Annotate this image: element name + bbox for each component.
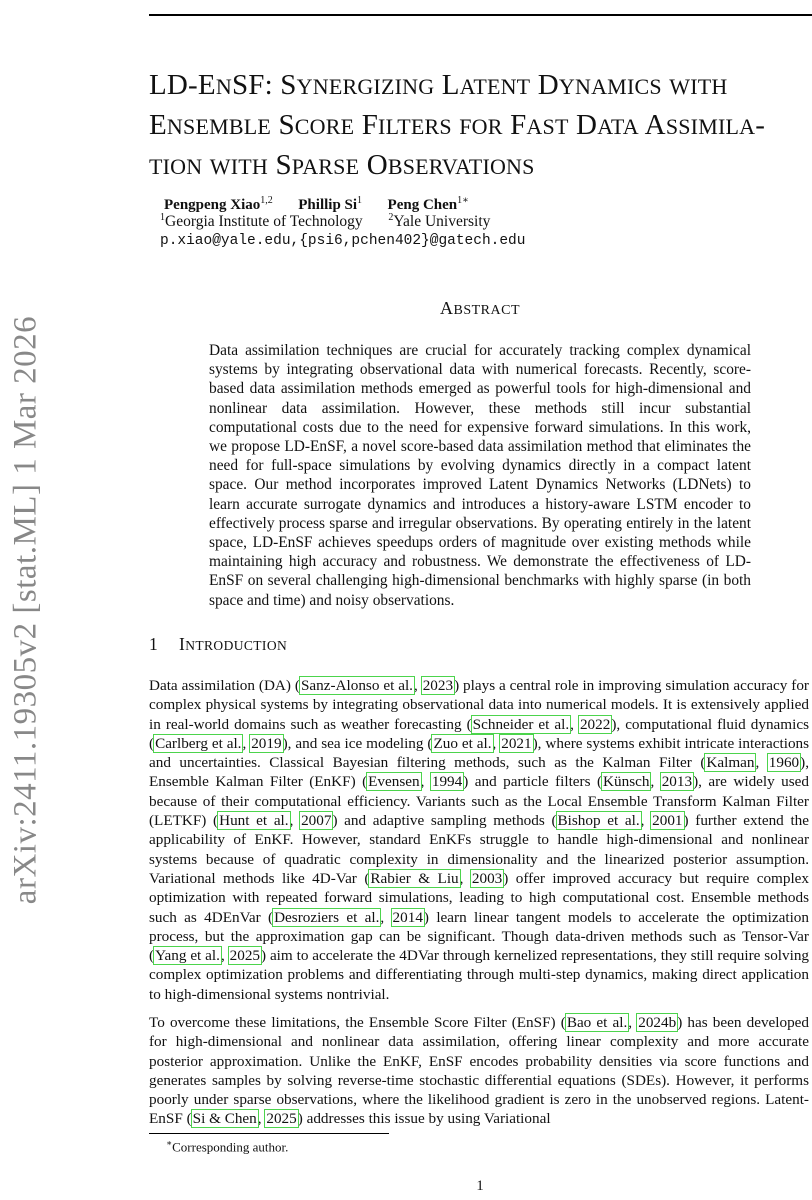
citation[interactable]: (Bao et al., 2024b) — [560, 1014, 683, 1031]
arxiv-watermark — [0, 298, 52, 922]
citation-year-link[interactable]: 2013 — [661, 773, 693, 791]
citation-author-link[interactable]: Sanz-Alonso et al. — [300, 677, 413, 694]
citation-year-link[interactable]: 2025 — [229, 947, 260, 965]
citation-author-link[interactable]: Carlberg et al. — [155, 734, 242, 752]
title-line-2: ENSEMBLE SCORE FILTERS FOR FAST DATA ASSIMILA- — [149, 109, 766, 141]
citation-year-link[interactable]: 2019 — [251, 734, 282, 752]
intro-paragraph-1: Data assimilation (DA) (Sanz-Alonso et al., 2023) plays a central role in improving simulation accuracy for complex physical systems by integrating observational data into numerical models. It is extensively applied in real-world domains such as weather forecasting (Schneider et al., 2022), computational fluid dynamics (Carlberg et al., 2019), and sea ice modeling (Zuo et al., 2021), where systems exhibit intricate interactions and uncertainties. Classical Bayesian filtering methods, such as the Kalman Filter (Kalman, 1960), Ensemble Kalman Filter (EnKF) (Evensen, 1994) and particle filters (Künsch, 2013), are widely used because of their computational efficiency. Variants such as the Local Ensemble Transform Kalman Filter (LETKF) (Hunt et al., 2007) and adaptive sampling methods (Bishop et al., 2001) further extend the applicability of EnKF. However, standard EnKFs struggle to handle high-dimensional and nonlinear systems because of quadratic complexity in dimensionality and the linearized posterior assumption. Variational methods like 4D-Var (Rabier & Liu, 2003) offer improved accuracy but require complex optimization with repeated forward simulations, leading to high computational cost. Ensemble methods such as 4DEnVar (Desroziers et al., 2014) learn linear tangent models to accelerate the optimization process, but the approximation gap can be significant. Though data-driven methods such as Tensor-Var (Yang et al., 2025) aim to accelerate the 4DVar through kernelized representations, they still require solving complex optimization problems and differentiating through multi-step dynamics, making direct application to high-dimensional systems nontrivial. — [149, 677, 810, 1003]
section-title: INTRODUCTION — [179, 634, 288, 654]
footnote — [166, 1138, 288, 1155]
citation-year-link[interactable]: 1960 — [768, 754, 800, 772]
section-number: 1 — [149, 634, 159, 654]
citation-author-link[interactable]: Hunt et al. — [219, 812, 289, 830]
affil-mark: 1 — [160, 212, 165, 223]
citation-year-link[interactable]: 2025 — [266, 1110, 297, 1128]
citation[interactable]: (Rabier & Liu, 2003) — [364, 869, 509, 887]
abstract-heading — [0, 298, 812, 319]
author-affil-mark: 1 — [357, 195, 363, 206]
citation-year-link[interactable]: 1994 — [431, 773, 463, 791]
footnote-rule — [149, 1133, 389, 1134]
author-emails: p.xiao@yale.edu,{psi6,pchen402}@gatech.edu — [160, 233, 526, 249]
citation[interactable]: (Hunt et al., 2007) — [213, 812, 338, 830]
citation[interactable]: (Evensen, 1994) — [362, 773, 469, 791]
paper-title — [149, 66, 809, 186]
citation-author-link[interactable]: Bao et al. — [566, 1014, 628, 1031]
citation-year-link[interactable]: 2007 — [301, 812, 332, 830]
citation-year-link[interactable]: 2024b — [638, 1014, 677, 1031]
citation[interactable]: (Desroziers et al., 2014) — [268, 908, 429, 926]
citation-year-link[interactable]: 2003 — [471, 869, 503, 887]
section-heading — [149, 634, 287, 655]
title-line-3: TION WITH SPARSE OBSERVATIONS — [149, 149, 535, 181]
citation[interactable]: (Yang et al., 2025) — [149, 947, 267, 965]
citation[interactable]: (Carlberg et al., 2019) — [149, 734, 288, 752]
footnote-mark: ∗ — [166, 1138, 173, 1148]
abstract-heading-text: ABSTRACT — [439, 298, 520, 318]
citation-author-link[interactable]: Schneider et al. — [472, 715, 570, 733]
citation-author-link[interactable]: Rabier & Liu — [370, 869, 459, 887]
citation[interactable]: (Kalman, 1960) — [700, 754, 806, 772]
footnote-text: Corresponding author. — [172, 1139, 289, 1155]
page-number: 1 — [476, 1178, 484, 1194]
citation-author-link[interactable]: Evensen — [368, 773, 420, 791]
citation[interactable]: (Schneider et al., 2022) — [466, 715, 617, 733]
author-name: Peng Chen — [387, 197, 458, 213]
author-name: Pengpeng Xiao — [164, 197, 261, 213]
citation[interactable]: (Bishop et al., 2001) — [551, 812, 689, 830]
author-affil-mark: 1∗ — [457, 195, 469, 206]
citation-year-link[interactable]: 2023 — [422, 677, 454, 694]
abstract-body: Data assimilation techniques are crucial for accurately tracking complex dynamical systems by integrating observational data with numerical forecasts. Recently, score-based data assimilation methods emerged as powerful tools for high-dimensional and nonlinear data assimilation. However, these methods still incur substantial computational costs due to the need for expensive forward simulations. In this work, we propose LD-EnSF, a novel score-based data assimilation method that eliminates the need for full-space simulations by evolving dynamics directly in a compact latent space. Our method incorporates improved Latent Dynamics Networks (LDNets) to learn accurate surrogate dynamics and introduces a history-aware LSTM encoder to effectively process sparse and irregular observations. By operating entirely in the latent space, LD-EnSF achieves speedups orders of magnitude over existing methods while maintaining high accuracy and robustness. We demonstrate the effectiveness of LD-EnSF on several challenging high-dimensional benchmarks with highly sparse (in both space and time) and noisy observations. — [209, 342, 751, 609]
affiliations — [160, 212, 490, 231]
citation-year-link[interactable]: 2014 — [392, 908, 423, 926]
citation[interactable]: (Si & Chen, 2025) — [186, 1110, 303, 1128]
citation[interactable]: (Sanz-Alonso et al., 2023) — [294, 677, 460, 694]
arxiv-identifier: arXiv:2411.19305v2 [stat.ML] 1 Mar 2026 — [7, 315, 44, 905]
citation-year-link[interactable]: 2021 — [501, 734, 532, 752]
citation-author-link[interactable]: Desroziers et al. — [274, 908, 380, 926]
affil-name: Yale University — [393, 213, 491, 231]
citation-author-link[interactable]: Si & Chen — [192, 1110, 257, 1128]
citation-author-link[interactable]: Kalman — [706, 754, 755, 772]
citation-author-link[interactable]: Yang et al. — [155, 947, 220, 965]
citation-year-link[interactable]: 2001 — [652, 812, 683, 830]
citation[interactable]: (Künsch, 2013) — [596, 773, 699, 791]
top-rule — [149, 14, 812, 16]
citation-year-link[interactable]: 2022 — [579, 715, 611, 733]
intro-paragraph-2: To overcome these limitations, the Ensemble Score Filter (EnSF) (Bao et al., 2024b) has been developed for high-dimensional and nonlinear data assimilation, offering linear complexity and more accurate posterior approximation. Unlike the EnKF, EnSF encodes probability densities via score functions and generates samples by solving reverse-time stochastic differential equations (SDEs). However, it performs poorly under sparse observations, where the likelihood gradient is zero in the unobserved regions. Latent-EnSF (Si & Chen, 2025) addresses this issue by using Variational — [149, 1014, 810, 1128]
citation[interactable]: (Zuo et al., 2021) — [427, 734, 538, 752]
author-name: Phillip Si — [298, 197, 358, 213]
affil-mark: 2 — [388, 212, 394, 223]
title-line-1: LD-ENSF: SYNERGIZING LATENT DYNAMICS WITH — [149, 69, 728, 101]
citation-author-link[interactable]: Künsch — [603, 773, 650, 791]
citation-author-link[interactable]: Bishop et al. — [557, 812, 640, 830]
author-affil-mark: 1,2 — [260, 195, 273, 206]
affil-name: Georgia Institute of Technology — [165, 213, 363, 231]
citation-author-link[interactable]: Zuo et al. — [433, 734, 492, 752]
